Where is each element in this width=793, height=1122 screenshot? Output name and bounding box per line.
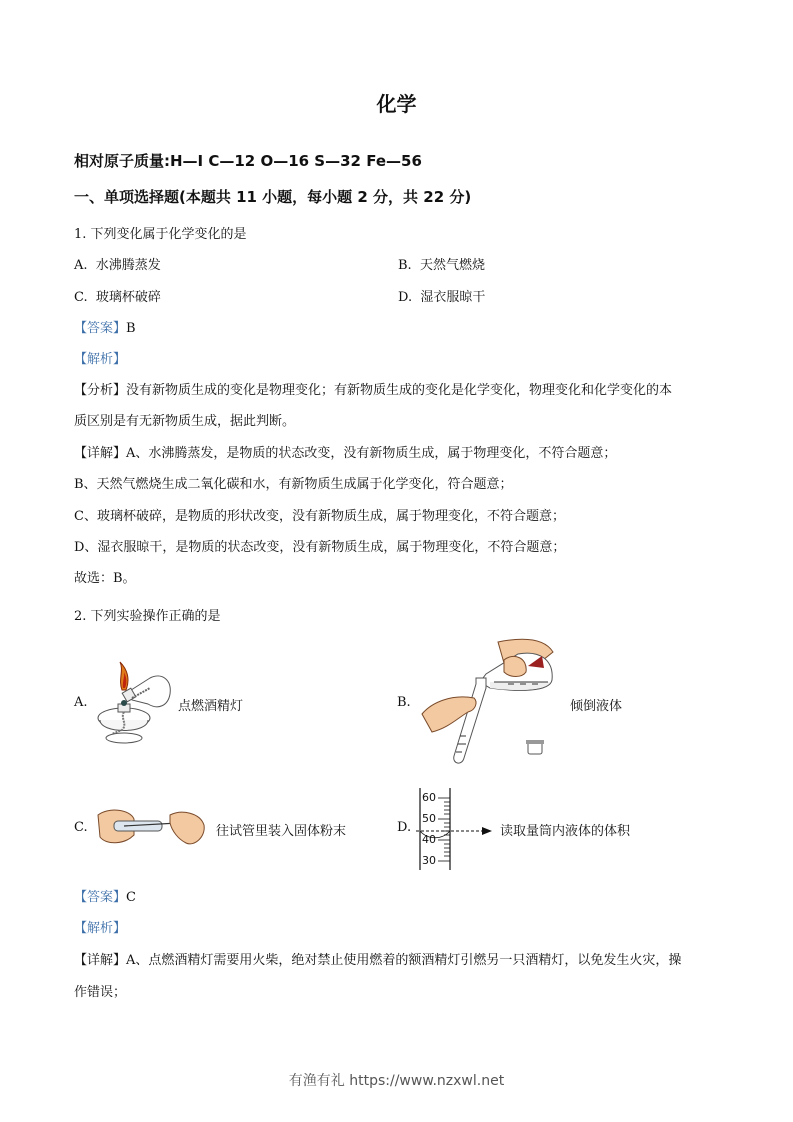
section-heading: 一、单项选择题(本题共 11 小题，每小题 2 分，共 22 分) — [74, 188, 472, 206]
pouring-liquid-figure — [418, 632, 558, 768]
q1-detail-b: B、天然气燃烧生成二氧化碳和水，有新物质生成属于化学变化，符合题意； — [74, 477, 513, 492]
q1-stem: 1. 下列变化属于化学变化的是 — [74, 227, 247, 242]
q2-option-d-label: D. — [397, 820, 412, 835]
q1-option-d: D. 湿衣服晾干 — [398, 290, 486, 305]
q2-analysis-tag: 【解析】 — [74, 921, 127, 936]
graduated-cylinder-figure — [416, 786, 502, 872]
q1-answer: 【答案】B — [74, 321, 136, 336]
q2-option-c-label: C. — [74, 820, 88, 835]
q1-option-b: B. 天然气燃烧 — [398, 258, 485, 273]
cylinder-tick-30: 30 — [422, 854, 436, 867]
q1-detail-a: 【详解】A、水沸腾蒸发，是物质的状态改变，没有新物质生成，属于物理变化，不符合题意； — [74, 446, 617, 461]
q1-fenxi-line2: 质区别是有无新物质生成，据此判断。 — [74, 414, 296, 429]
q1-detail-d: D、湿衣服晾干，是物质的状态改变，没有新物质生成，属于物理变化，不符合题意； — [74, 540, 566, 555]
q2-answer: 【答案】C — [74, 890, 136, 905]
footer-watermark: 有渔有礼 https://www.nzxwl.net — [288, 1073, 505, 1089]
page-title: 化学 — [376, 92, 417, 116]
cylinder-tick-60: 60 — [422, 791, 436, 804]
q2-option-a-text: 点燃酒精灯 — [178, 699, 244, 714]
alcohol-lamp-lighting-figure — [92, 660, 174, 746]
q2-option-b-text: 倾倒液体 — [570, 699, 623, 714]
q2-detail-a-line1: 【详解】A、点燃酒精灯需要用火柴，绝对禁止使用燃着的额酒精灯引燃另一只酒精灯，以免发生火灾，操 — [74, 953, 682, 968]
q1-detail-c: C、玻璃杯破碎，是物质的形状改变，没有新物质生成，属于物理变化，不符合题意； — [74, 509, 565, 524]
cylinder-tick-40: 40 — [422, 833, 436, 846]
q2-option-b-label: B. — [397, 695, 411, 710]
adding-powder-to-test-tube-figure — [94, 805, 210, 849]
cylinder-tick-50: 50 — [422, 812, 436, 825]
q2-detail-a-line2: 作错误； — [74, 985, 127, 1000]
q1-option-a: A. 水沸腾蒸发 — [74, 258, 161, 273]
q1-option-c: C. 玻璃杯破碎 — [74, 290, 161, 305]
q1-conclusion: 故选：B。 — [74, 571, 136, 586]
q2-option-d-text: 读取量筒内液体的体积 — [500, 824, 631, 839]
q1-fenxi-line1: 【分析】没有新物质生成的变化是物理变化；有新物质生成的变化是化学变化，物理变化和化学变化的本 — [74, 383, 673, 398]
q2-stem: 2. 下列实验操作正确的是 — [74, 609, 221, 624]
q2-option-c-text: 往试管里装入固体粉末 — [216, 824, 347, 839]
q1-analysis-tag: 【解析】 — [74, 352, 127, 367]
atomic-mass-line: 相对原子质量:H—I C—12 O—16 S—32 Fe—56 — [74, 152, 422, 170]
q2-option-a-label: A. — [74, 695, 88, 710]
